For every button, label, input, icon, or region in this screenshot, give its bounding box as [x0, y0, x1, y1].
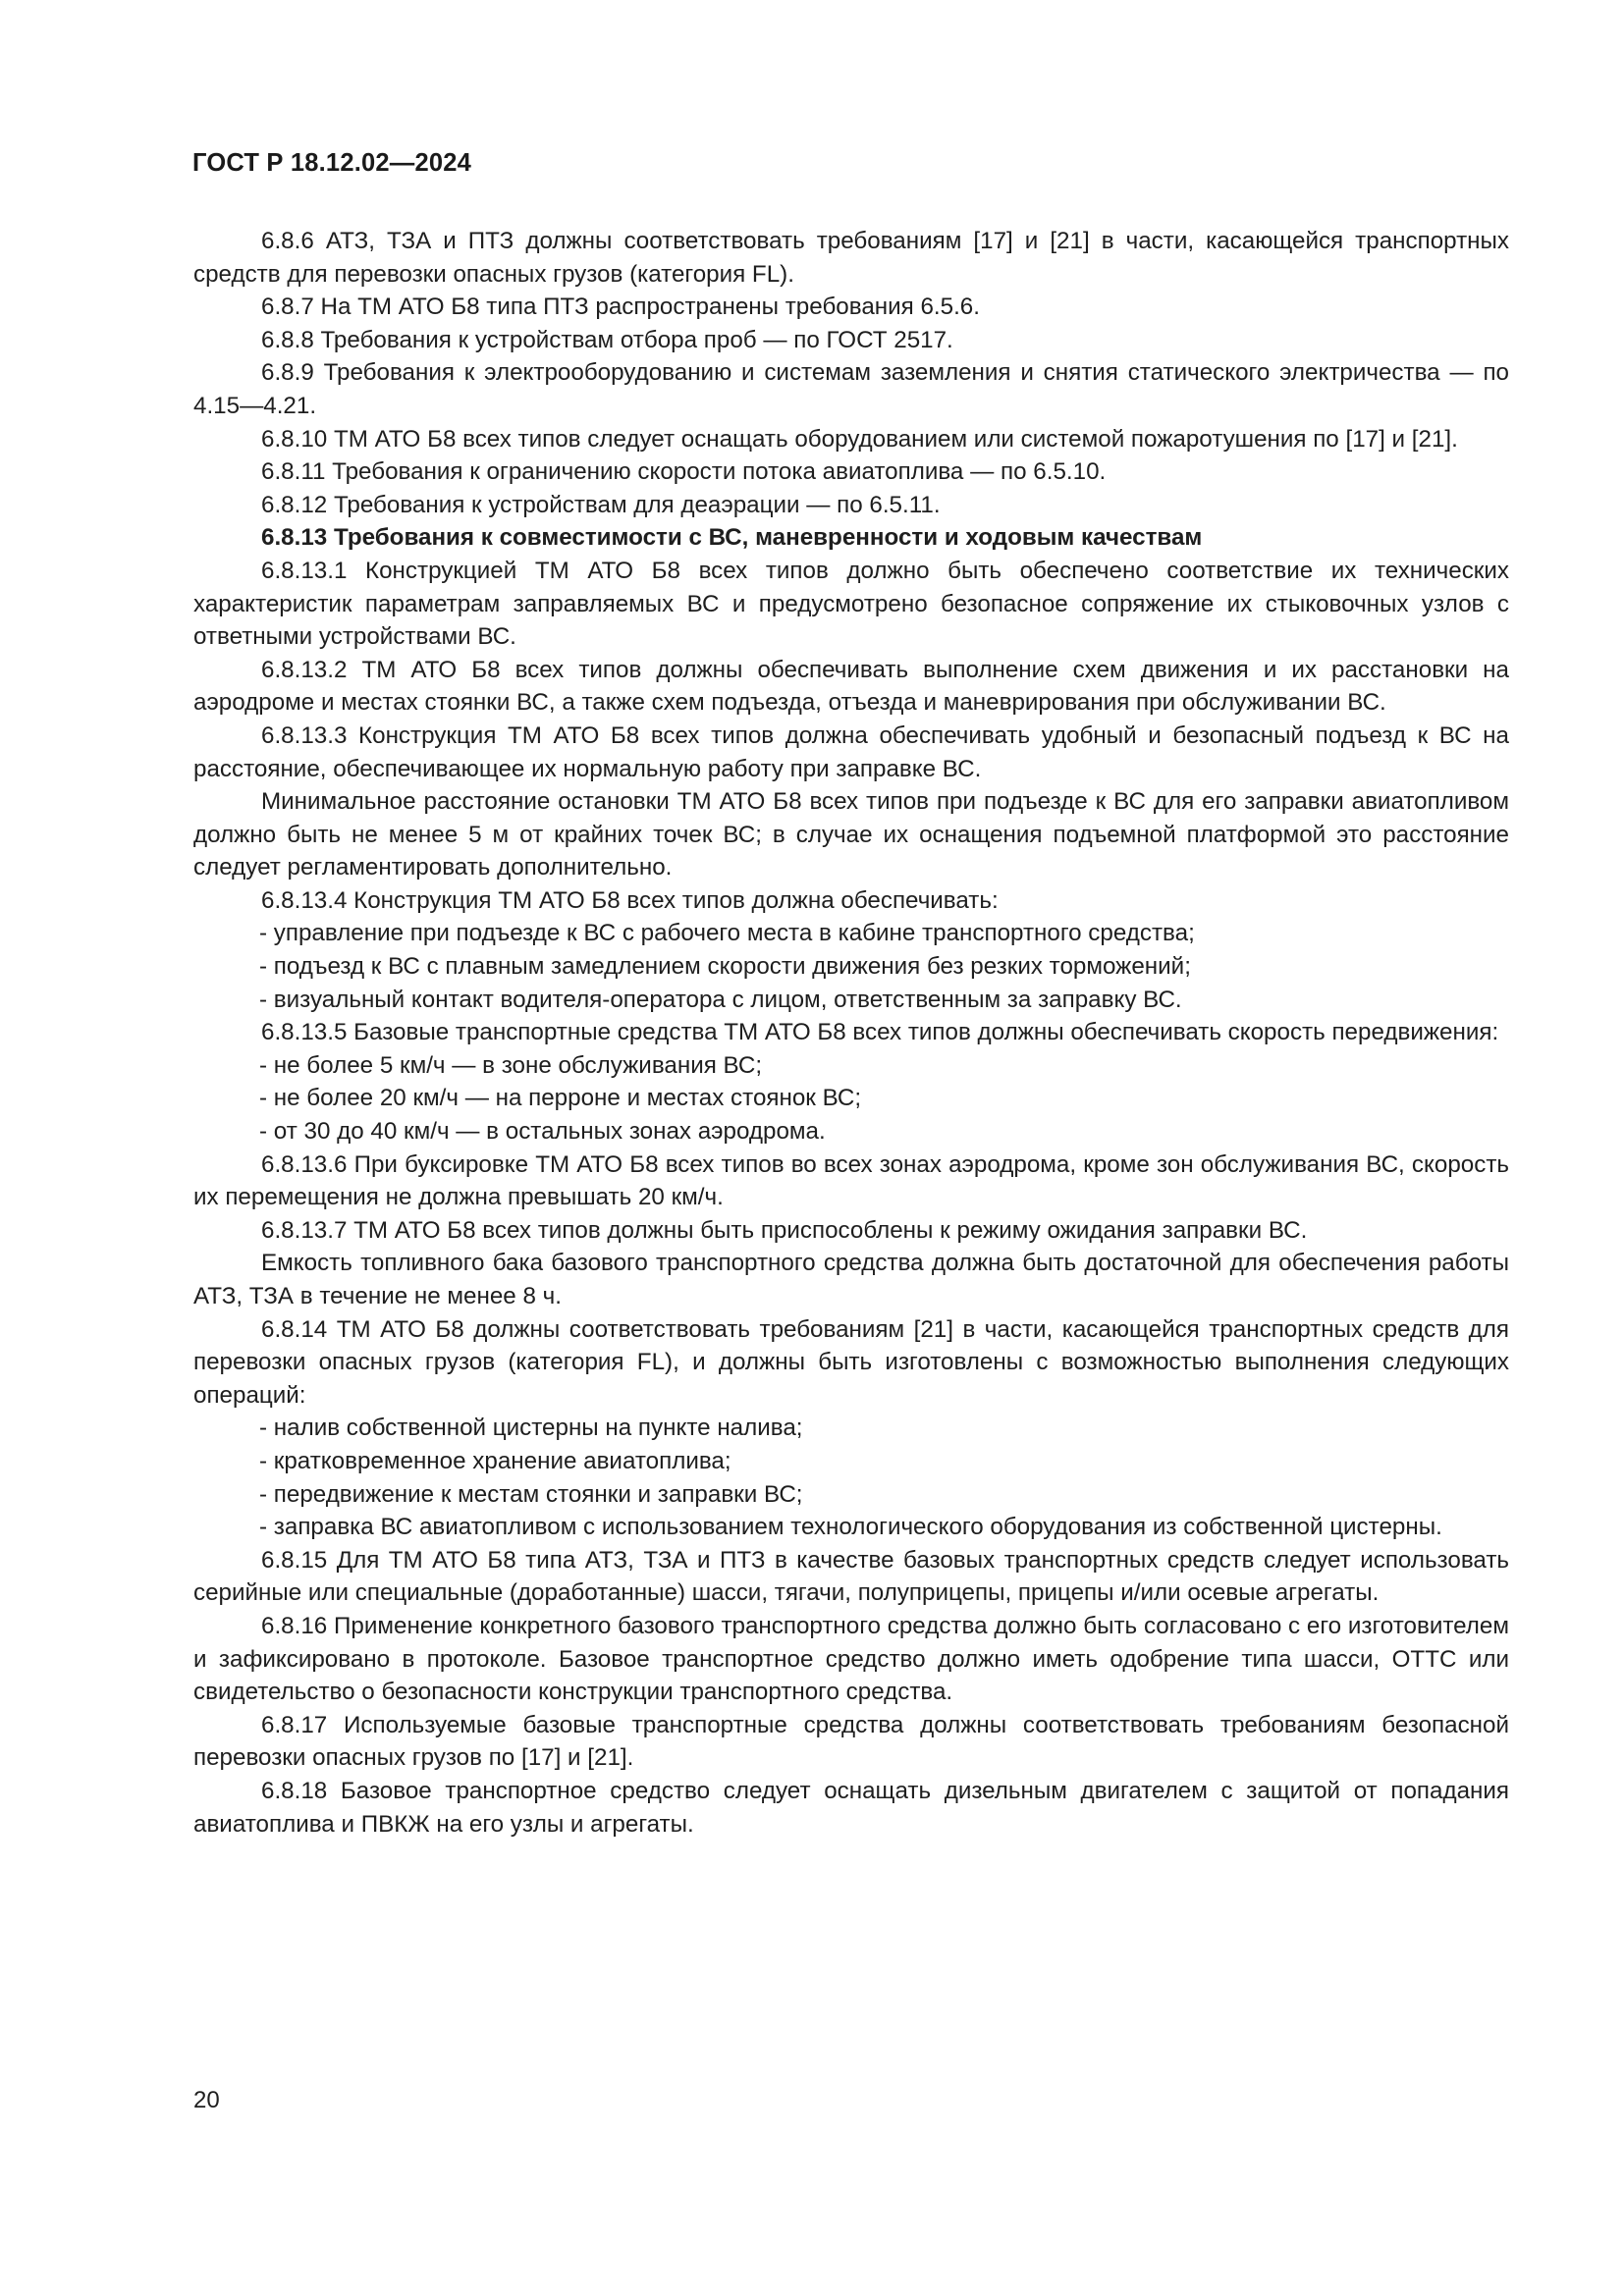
- section-heading: 6.8.13 Требования к совместимости с ВС, маневренности и ходовым качествам: [261, 524, 1203, 552]
- list-item: - передвижение к местам стоянки и заправки ВС;: [259, 1480, 803, 1508]
- list-item: - от 30 до 40 км/ч — в остальных зонах аэродрома.: [259, 1118, 826, 1146]
- paragraph: 6.8.10 ТМ АТО Б8 всех типов следует оснащать оборудованием или системой пожаротушения по [17] и [21].: [261, 425, 1458, 453]
- list-item: - управление при подъезде к ВС с рабочего места в кабине транспортного средства;: [259, 920, 1195, 947]
- paragraph: 6.8.13.6 При буксировке ТМ АТО Б8 всех типов во всех зонах аэродрома, кроме зон обслуживания ВС, скорость их перемещения не должна превышать 20 км/ч.: [193, 1150, 1509, 1211]
- paragraph: 6.8.14 ТМ АТО Б8 должны соответствовать требованиям [21] в части, касающейся транспортных средств для перевозки опасных грузов (категория FL), и должны быть изготовлены с возможностью выполнения следующих операций:: [193, 1315, 1509, 1409]
- paragraph: 6.8.15 Для ТМ АТО Б8 типа АТЗ, ТЗА и ПТЗ в качестве базовых транспортных средств следует использовать серийные или специальные (доработанные) шасси, тягачи, полуприцепы, прицепы и/или осевые агрегаты.: [193, 1546, 1509, 1607]
- paragraph: 6.8.7 На ТМ АТО Б8 типа ПТЗ распространены требования 6.5.6.: [261, 294, 980, 321]
- paragraph: 6.8.13.5 Базовые транспортные средства ТМ АТО Б8 всех типов должны обеспечивать скорость передвижения:: [261, 1019, 1499, 1046]
- list-item: - не более 5 км/ч — в зоне обслуживания ВС;: [259, 1051, 763, 1079]
- list-item: - налив собственной цистерны на пункте налива;: [259, 1415, 803, 1442]
- paragraph: 6.8.13.2 ТМ АТО Б8 всех типов должны обеспечивать выполнение схем движения и их расстановки на аэродроме и местах стоянки ВС, а также схем подъезда, отъезда и маневрирования при обслуживании ВС.: [193, 656, 1509, 717]
- list-item: - визуальный контакт водителя-оператора с лицом, ответственным за заправку ВС.: [259, 986, 1182, 1013]
- paragraph: 6.8.8 Требования к устройствам отбора проб — по ГОСТ 2517.: [261, 326, 953, 353]
- paragraph: Емкость топливного бака базового транспортного средства должна быть достаточной для обеспечения работы АТЗ, ТЗА в течение не менее 8 ч.: [193, 1250, 1509, 1309]
- paragraph: Минимальное расстояние остановки ТМ АТО Б8 всех типов при подъезде к ВС для его заправки авиатопливом должно быть не менее 5 м от крайних точек ВС; в случае их оснащения подъемной платформой это расстояние следует регламентировать дополнительно.: [193, 788, 1509, 881]
- document-body: [193, 225, 1509, 1841]
- paragraph: 6.8.6 АТЗ, ТЗА и ПТЗ должны соответствовать требованиям [17] и [21] в части, касающейся транспортных средств для перевозки опасных грузов (категория FL).: [193, 228, 1509, 288]
- paragraph: 6.8.12 Требования к устройствам для деаэрации — по 6.5.11.: [261, 491, 941, 518]
- list-item: - кратковременное хранение авиатоплива;: [259, 1447, 731, 1474]
- paragraph: 6.8.9 Требования к электрооборудованию и системам заземления и снятия статического электричества — по 4.15—4.21.: [193, 359, 1509, 419]
- list-item: - не более 20 км/ч — на перроне и местах стоянок ВС;: [259, 1085, 862, 1112]
- paragraph: 6.8.13.3 Конструкция ТМ АТО Б8 всех типов должна обеспечивать удобный и безопасный подъезд к ВС на расстояние, обеспечивающее их нормальную работу при заправке ВС.: [193, 721, 1509, 782]
- paragraph: 6.8.13.1 Конструкцией ТМ АТО Б8 всех типов должно быть обеспечено соответствие их технических характеристик параметрам заправляемых ВС и предусмотрено безопасное сопряжение их стыковочных узлов с ответными устройствами ВС.: [193, 557, 1509, 651]
- document-header: ГОСТ Р 18.12.02—2024: [192, 149, 471, 177]
- paragraph: 6.8.16 Применение конкретного базового транспортного средства должно быть согласовано с его изготовителем и зафиксировано в протоколе. Базовое транспортное средство должно иметь одобрение типа шасси, ОТТС или свидетельство о безопасности конструкции транспортного средства.: [193, 1612, 1509, 1706]
- list-item: - подъезд к ВС с плавным замедлением скорости движения без резких торможений;: [259, 953, 1191, 981]
- list-item: - заправка ВС авиатопливом с использованием технологического оборудования из собственной цистерны.: [259, 1514, 1442, 1541]
- paragraph: 6.8.13.7 ТМ АТО Б8 всех типов должны быть приспособлены к режиму ожидания заправки ВС.: [261, 1216, 1308, 1244]
- paragraph: 6.8.17 Используемые базовые транспортные средства должны соответствовать требованиям безопасной перевозки опасных грузов по [17] и [21].: [193, 1711, 1509, 1772]
- paragraph: 6.8.18 Базовое транспортное средство следует оснащать дизельным двигателем с защитой от попадания авиатоплива и ПВКЖ на его узлы и агрегаты.: [193, 1777, 1509, 1838]
- paragraph: 6.8.11 Требования к ограничению скорости потока авиатоплива — по 6.5.10.: [261, 458, 1107, 486]
- paragraph: 6.8.13.4 Конструкция ТМ АТО Б8 всех типов должна обеспечивать:: [261, 886, 999, 914]
- page-number: 20: [193, 2087, 220, 2113]
